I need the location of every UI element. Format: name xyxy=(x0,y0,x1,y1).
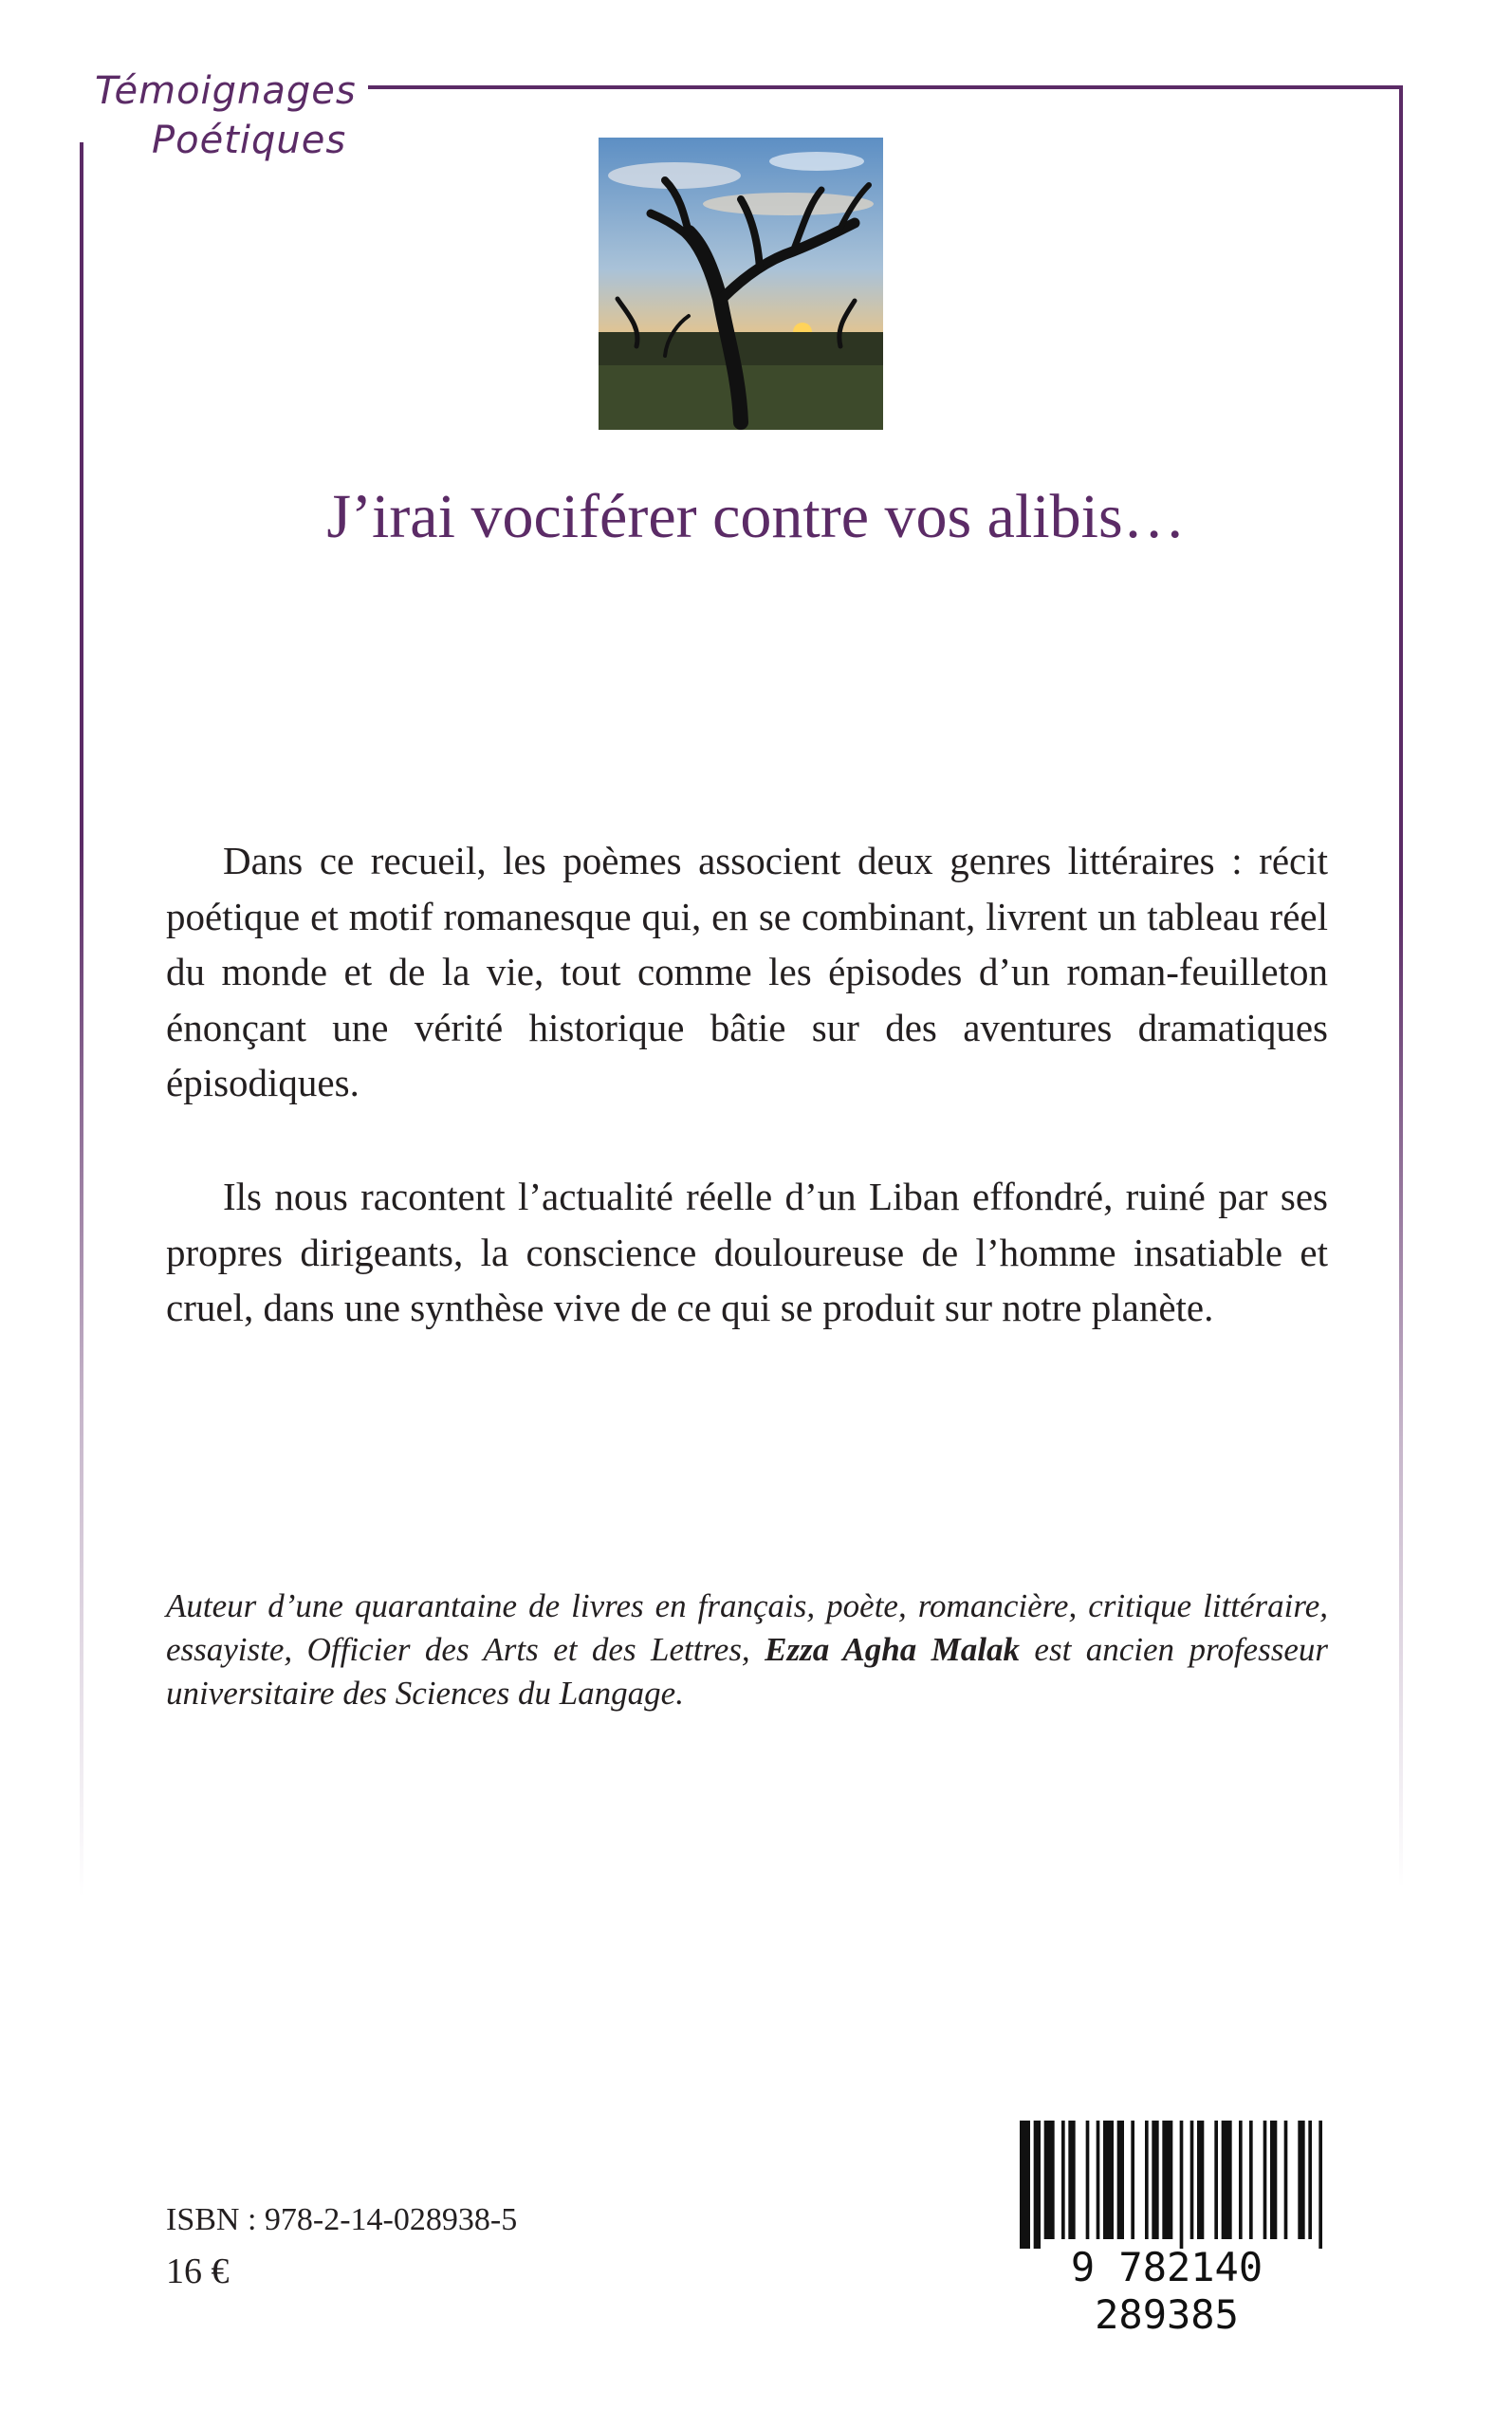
collection-line-2: Poétiques xyxy=(152,119,347,162)
barcode-bar xyxy=(1263,2121,1267,2239)
cover-photo-vine-sunset xyxy=(599,138,883,430)
barcode-bar xyxy=(1097,2121,1100,2239)
barcode-bar xyxy=(1270,2121,1277,2239)
frame-top-border xyxy=(368,85,1402,89)
barcode-bar xyxy=(1020,2121,1030,2249)
barcode-bar xyxy=(1044,2121,1055,2239)
barcode-bar xyxy=(1086,2121,1090,2239)
book-title: J’irai vociférer contre vos alibis… xyxy=(326,482,1186,551)
barcode-bar xyxy=(1061,2121,1065,2239)
barcode-bar xyxy=(1190,2121,1194,2239)
barcode-bar xyxy=(1214,2121,1218,2239)
summary-paragraph-1: Dans ce recueil, les poèmes associent deux genres littéraires : récit poétique et motif romanesque qui, en se combinant, livrent un tableau réel du monde et de la vie, tout comme les épisodes d’un roman-feuilleton énonçant une vérité historique bâtie sur des aventures dramatiques épisodiques. xyxy=(166,839,1328,1104)
author-bio-after: est ancien professeur universitaire des Sciences du Langage. xyxy=(166,1631,1328,1712)
barcode-bar xyxy=(1180,2121,1184,2249)
barcode-bar xyxy=(1131,2121,1134,2239)
barcode-bar xyxy=(1068,2121,1075,2239)
barcode-bar xyxy=(1162,2121,1172,2239)
summary-paragraph-2: Ils nous racontent l’actualité réelle d’un Liban effondré, ruiné par ses propres dirigeants, la conscience douloureuse de l’homme insatiable et cruel, dans une synthèse vive de ce qui se produit sur notre planète. xyxy=(166,1175,1328,1329)
barcode-bar xyxy=(1239,2121,1243,2239)
barcode-bar xyxy=(1197,2121,1204,2239)
price: 16 € xyxy=(166,2251,230,2291)
collection-name xyxy=(95,66,360,165)
collection-line-1: Témoignages xyxy=(95,69,357,113)
barcode-bar xyxy=(1249,2121,1253,2239)
barcode-bar xyxy=(1222,2121,1232,2239)
barcode-bar xyxy=(1103,2121,1114,2239)
barcode-bar xyxy=(1034,2121,1041,2249)
isbn: ISBN : 978-2-14-028938-5 xyxy=(166,2202,518,2237)
barcode-bar xyxy=(1284,2121,1288,2239)
author-bio xyxy=(166,1584,1328,1715)
author-name: Ezza Agha Malak xyxy=(765,1631,1020,1668)
barcode-bar xyxy=(1152,2121,1158,2239)
barcode-bar xyxy=(1117,2121,1124,2239)
barcode-bar xyxy=(1318,2121,1322,2249)
frame-right-border xyxy=(1399,85,1403,1888)
frame-left-border xyxy=(80,142,83,1898)
barcode-digits: 9 782140 289385 xyxy=(1070,2244,1263,2338)
barcode xyxy=(1020,2121,1333,2249)
barcode-bar xyxy=(1298,2121,1304,2239)
barcode-bar xyxy=(1145,2121,1149,2239)
author-bio-before: Auteur d’une quarantaine de livres en français, poète, romancière, critique littéraire, essayiste, Officier des Arts et des Lettres, xyxy=(166,1587,1328,1668)
barcode-bar xyxy=(1308,2121,1312,2239)
